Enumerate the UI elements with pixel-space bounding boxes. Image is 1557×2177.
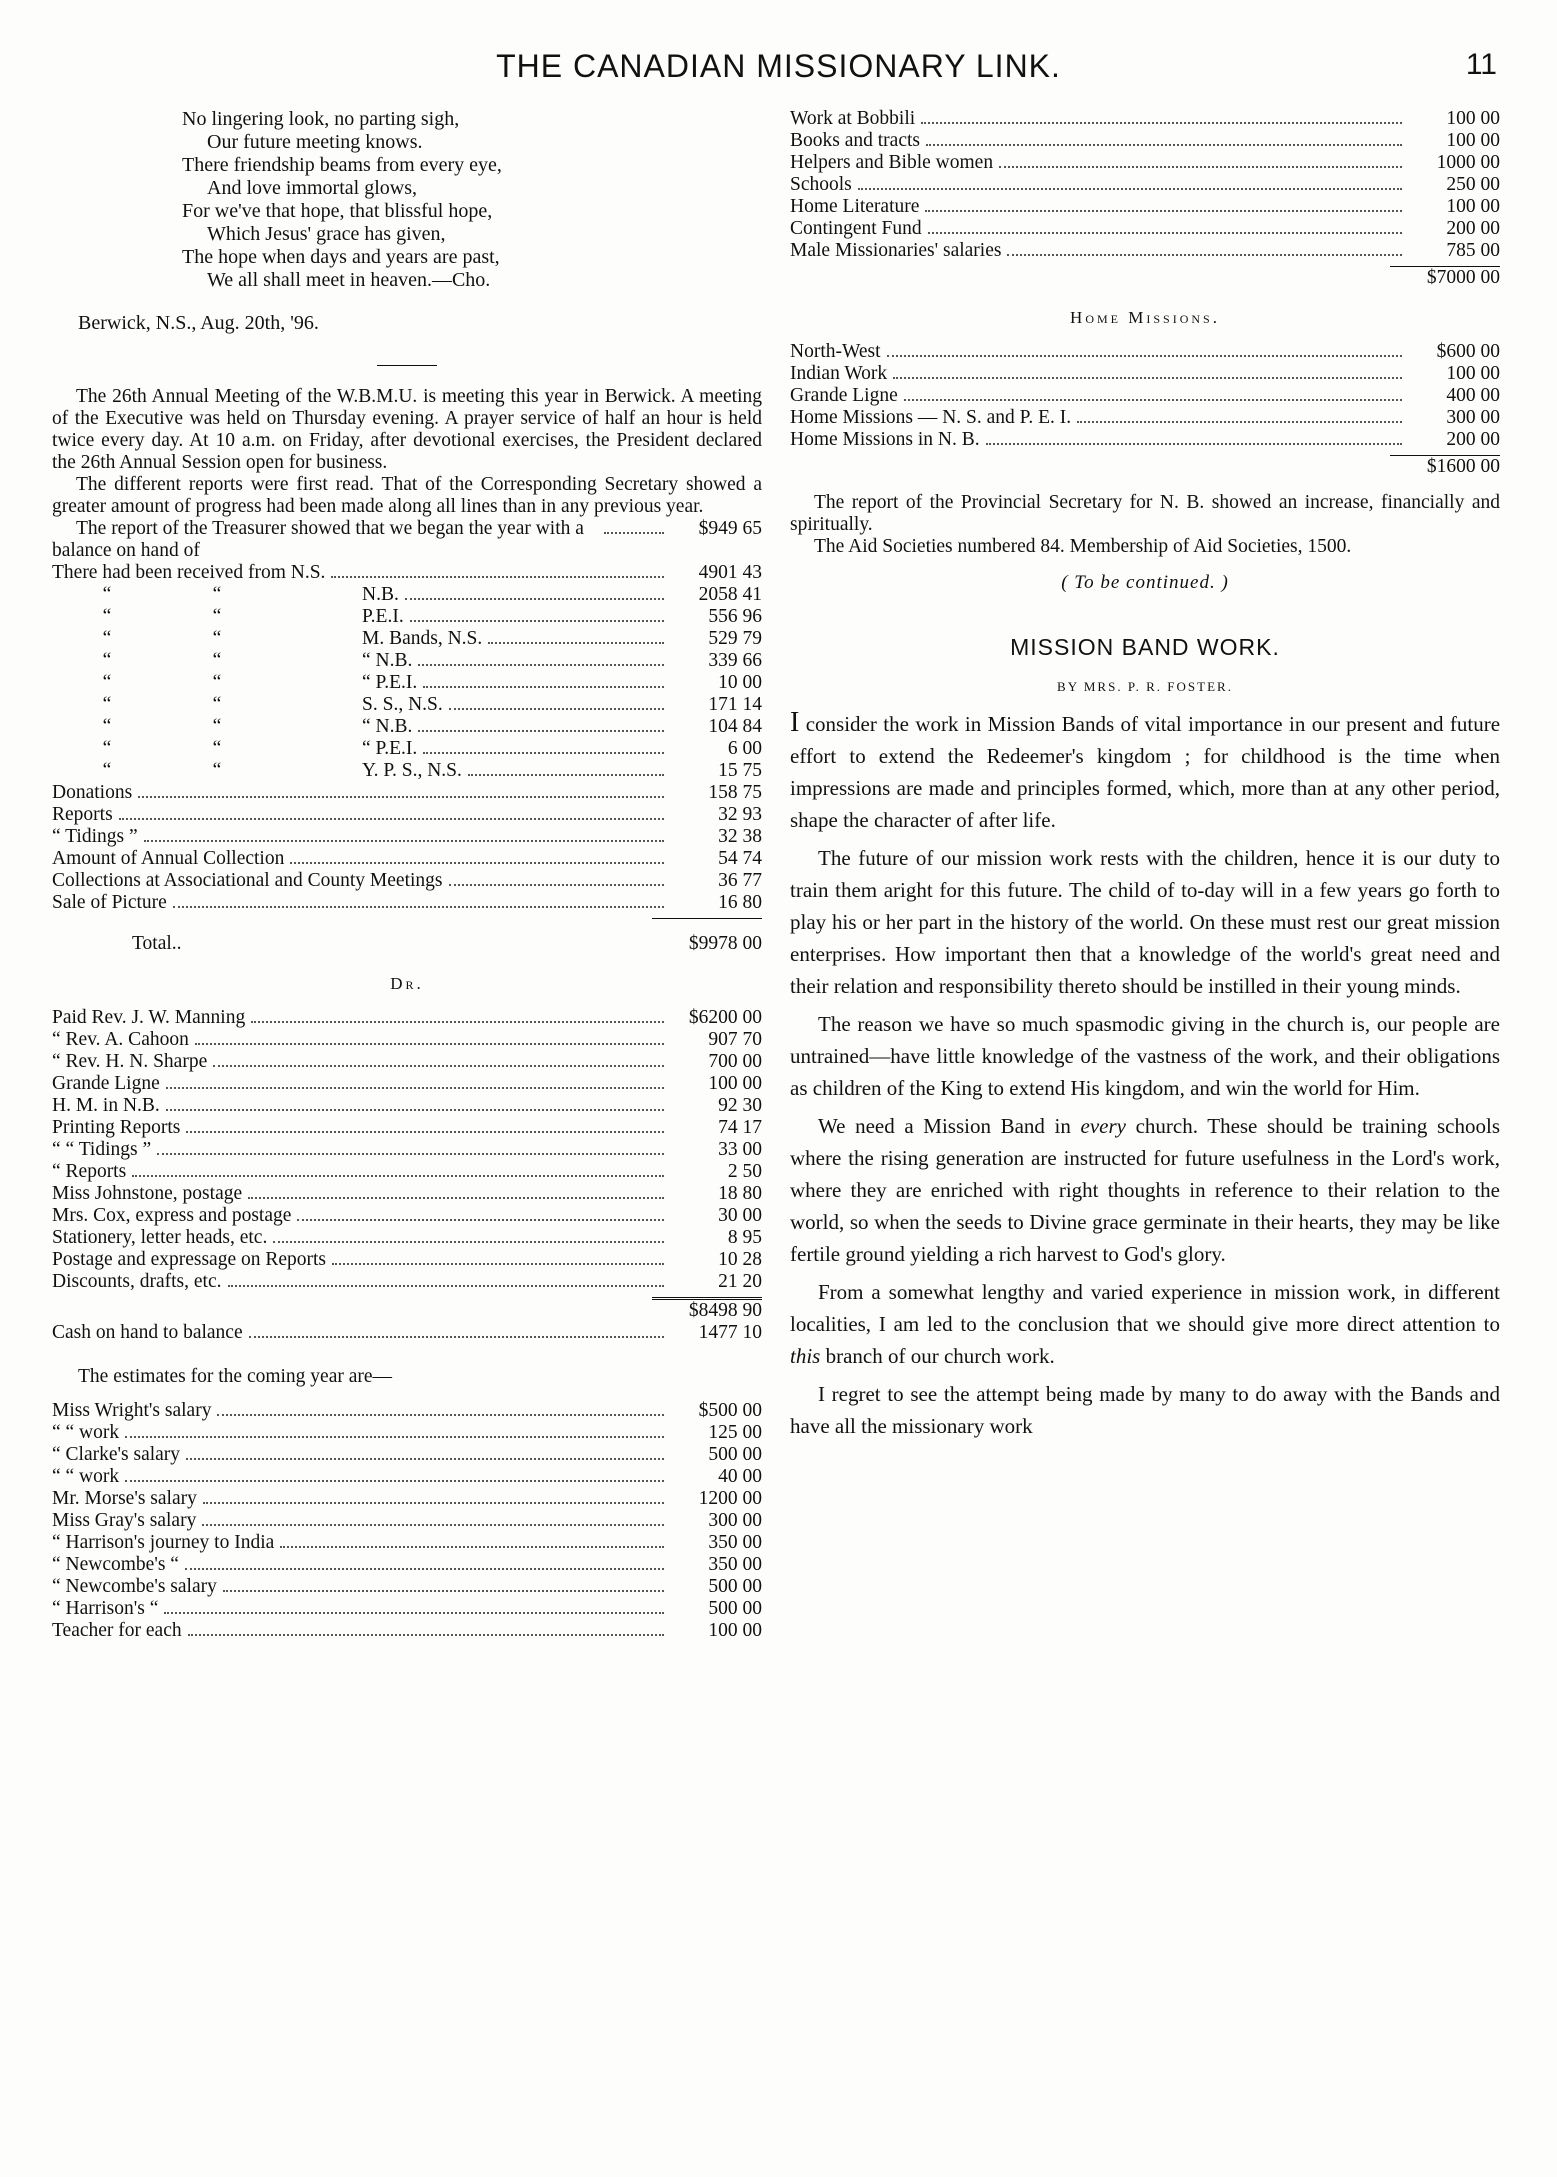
receipt-amount: 104 84 — [708, 716, 762, 737]
receipt-row — [52, 760, 762, 782]
estimate-row-amount: 500 00 — [708, 1598, 762, 1619]
home-mission-row-label: Home Missions — N. S. and P. E. I. — [790, 407, 1072, 428]
expenditure-total-row — [52, 1300, 762, 1322]
home-mission-row-label: Indian Work — [790, 363, 888, 384]
receipt-row — [52, 606, 762, 628]
estimate-row-label: Helpers and Bible women — [790, 152, 994, 173]
expenditure-row-label: H. M. in N.B. — [52, 1095, 160, 1116]
receipt-row — [52, 826, 762, 848]
estimate-row-amount: 300 00 — [708, 1510, 762, 1531]
ditto-mark: “ — [212, 650, 222, 671]
expenditure-row-label: Paid Rev. J. W. Manning — [52, 1007, 246, 1028]
poem — [182, 108, 762, 292]
aid-paragraph: The Aid Societies numbered 84. Membership of Aid Societies, 1500. — [814, 536, 1352, 557]
expenditure-row — [52, 1271, 762, 1293]
estimate-row — [52, 1620, 762, 1642]
estimate-row-label: Home Literature — [790, 196, 920, 217]
estimate-row-amount: 125 00 — [708, 1422, 762, 1443]
ditto-mark: “ — [102, 716, 112, 737]
ditto-mark: “ — [102, 628, 112, 649]
receipt-source: S. S., N.S. — [362, 694, 443, 715]
estimate-row — [52, 1598, 762, 1620]
expenditure-row — [52, 1073, 762, 1095]
estimates-continued-list — [790, 108, 1500, 262]
estimate-row-amount: 100 00 — [1446, 130, 1500, 151]
estimate-row-label: “ Clarke's salary — [52, 1444, 181, 1465]
estimate-row-label: “ Harrison's “ — [52, 1598, 159, 1619]
estimates-continued — [790, 108, 1500, 478]
total-amount: $9978 00 — [688, 933, 762, 954]
receipt-label — [52, 672, 417, 694]
receipt-source: “ N.B. — [362, 650, 413, 671]
estimate-row-amount: 100 00 — [708, 1620, 762, 1641]
ditto-mark: “ — [212, 738, 222, 759]
receipt-amount: 10 00 — [718, 672, 762, 693]
masthead — [0, 48, 1557, 98]
receipt-label — [52, 738, 417, 760]
home-mission-row-amount: $600 00 — [1436, 341, 1500, 362]
estimate-row — [790, 218, 1500, 240]
receipt-source: N.S. — [290, 562, 326, 583]
expenditure-row-label: Discounts, drafts, etc. — [52, 1271, 222, 1292]
page-number: 11 — [1465, 48, 1497, 81]
received-prefix: There had been received from — [52, 562, 286, 583]
article-paragraph — [790, 1276, 1500, 1372]
home-mission-row-label: Grande Ligne — [790, 385, 898, 406]
article-paragraph: The future of our mission work rests with the children, hence it is our duty to train them aright for this future. The child of to-day will in a few years go forth to play his or her part in the history of the world. On these must rest our great mission enterprises. How important then that a knowledge of the world's great need and their relation and responsibility thereto should be instilled in their young minds. — [790, 846, 1500, 998]
expenditure-total: $8498 90 — [688, 1300, 762, 1321]
estimate-row-label: “ “ work — [52, 1422, 120, 1443]
reports-paragraph: The different reports were first read. That of the Corresponding Secretary showed a greater amount of progress had been made along all lines than in any previous year. — [52, 474, 762, 517]
expenditure-row — [52, 1051, 762, 1073]
expenditure-row — [52, 1205, 762, 1227]
poem-line: And love immortal glows, — [207, 177, 417, 199]
ditto-mark: “ — [212, 716, 222, 737]
expenditure-row-amount: 21 20 — [718, 1271, 762, 1292]
expenditure-row-amount: 92 30 — [718, 1095, 762, 1116]
article-paragraph-text: branch of our church work. — [825, 1344, 1055, 1368]
expenditure-row — [52, 1183, 762, 1205]
ditto-mark: “ — [102, 606, 112, 627]
expenditure-row-amount: 33 00 — [718, 1139, 762, 1160]
article-paragraph — [790, 707, 1500, 836]
estimate-row — [52, 1488, 762, 1510]
receipt-row-amount: 16 80 — [718, 892, 762, 913]
estimate-row-label: Books and tracts — [790, 130, 920, 151]
sum-rule — [652, 918, 762, 919]
ditto-mark: “ — [212, 760, 222, 781]
estimate-row-amount: 500 00 — [708, 1444, 762, 1465]
receipt-source: “ N.B. — [362, 716, 413, 737]
receipt-row — [52, 716, 762, 738]
estimates-total-row — [790, 267, 1500, 289]
expenditure-row — [52, 1139, 762, 1161]
home-mission-row-amount: 100 00 — [1446, 363, 1500, 384]
ditto-mark: “ — [102, 738, 112, 759]
estimate-row-label: Work at Bobbili — [790, 108, 916, 129]
receipt-row-label: Amount of Annual Collection — [52, 848, 285, 869]
estimate-row — [52, 1400, 762, 1422]
expenditure-row-label: Mrs. Cox, express and postage — [52, 1205, 292, 1226]
ditto-mark: “ — [212, 628, 222, 649]
estimate-row — [52, 1422, 762, 1444]
cash-label: Cash on hand to balance — [52, 1322, 243, 1343]
receipt-row-amount: 32 38 — [718, 826, 762, 847]
receipt-row-amount: 158 75 — [708, 782, 762, 803]
expenditure-row-amount: 18 80 — [718, 1183, 762, 1204]
receipt-row — [52, 782, 762, 804]
estimate-row-amount: 350 00 — [708, 1532, 762, 1553]
emphasis: this — [790, 1344, 821, 1368]
ditto-mark: “ — [212, 584, 222, 605]
receipt-label — [52, 562, 325, 584]
receipt-row — [52, 694, 762, 716]
poem-line: Our future meeting knows. — [207, 131, 423, 153]
receipt-row — [52, 562, 762, 584]
home-mission-row-amount: 400 00 — [1446, 385, 1500, 406]
home-missions-total-row — [790, 456, 1500, 478]
estimate-row — [790, 240, 1500, 262]
estimate-row-label: Teacher for each — [52, 1620, 182, 1641]
expenditure-row — [52, 1249, 762, 1271]
other-receipts-list — [52, 782, 762, 914]
emphasis: every — [1080, 1114, 1126, 1138]
article-paragraph-text: We need a Mission Band in — [818, 1114, 1071, 1138]
poem-line: For we've that hope, that blissful hope, — [182, 200, 493, 222]
estimate-row-amount: $500 00 — [698, 1400, 762, 1421]
home-mission-row — [790, 429, 1500, 451]
poem-line: We all shall meet in heaven.—Cho. — [207, 269, 491, 291]
expenditure-row — [52, 1095, 762, 1117]
home-missions-list — [790, 341, 1500, 451]
estimate-row-label: “ Harrison's journey to India — [52, 1532, 275, 1553]
cash-row — [52, 1322, 762, 1344]
receipt-label — [52, 650, 412, 672]
estimate-row — [790, 130, 1500, 152]
receipts-list — [52, 562, 762, 782]
poem-line: The hope when days and years are past, — [182, 246, 500, 268]
estimates-list — [52, 1400, 762, 1642]
ditto-mark: “ — [102, 650, 112, 671]
estimate-row-amount: 100 00 — [1446, 108, 1500, 129]
receipt-row-amount: 32 93 — [718, 804, 762, 825]
receipt-amount: 6 00 — [727, 738, 762, 759]
dropcap: I — [790, 707, 800, 738]
home-mission-row — [790, 407, 1500, 429]
estimate-row-label: “ Newcombe's salary — [52, 1576, 217, 1597]
expenditure-row — [52, 1029, 762, 1051]
estimate-row-label: Mr. Morse's salary — [52, 1488, 197, 1509]
receipt-row-amount: 54 74 — [718, 848, 762, 869]
receipt-row-label: Reports — [52, 804, 113, 825]
ditto-mark: “ — [212, 694, 222, 715]
receipt-row-label: Donations — [52, 782, 133, 803]
receipt-row-label: Sale of Picture — [52, 892, 167, 913]
expenditure-row-label: “ Rev. A. Cahoon — [52, 1029, 189, 1050]
receipt-row — [52, 650, 762, 672]
home-mission-row — [790, 363, 1500, 385]
estimate-row-label: Contingent Fund — [790, 218, 922, 239]
estimate-row — [790, 196, 1500, 218]
expenditure-row — [52, 1227, 762, 1249]
receipt-row-label: “ Tidings ” — [52, 826, 138, 847]
page-title: THE CANADIAN MISSIONARY LINK. — [496, 48, 1061, 84]
expenditure-row-amount: 10 28 — [718, 1249, 762, 1270]
expenditure-row-label: “ “ Tidings ” — [52, 1139, 152, 1160]
receipt-row — [52, 870, 762, 892]
receipt-row — [52, 584, 762, 606]
home-mission-row — [790, 385, 1500, 407]
continued-note: ( To be continued. ) — [1061, 572, 1229, 593]
opening-balance-row — [52, 518, 762, 562]
expenditure-row — [52, 1161, 762, 1183]
receipt-source: N.B. — [362, 584, 399, 605]
opening-balance-label: The report of the Treasurer showed that we began the year with a balance on hand of — [52, 518, 584, 561]
receipt-amount: 15 75 — [718, 760, 762, 781]
article-title: MISSION BAND WORK. — [1010, 634, 1280, 660]
home-mission-row-amount: 200 00 — [1446, 429, 1500, 450]
receipt-amount: 529 79 — [708, 628, 762, 649]
article-paragraph — [790, 1110, 1500, 1270]
estimate-row-amount: 100 00 — [1446, 196, 1500, 217]
receipt-row-label: Collections at Associational and County Meetings — [52, 870, 443, 891]
expenditure-row-amount: 700 00 — [708, 1051, 762, 1072]
article-paragraph-text: From a somewhat lengthy and varied experience in mission work, in different localities, I am led to the conclusion that we should give more direct attention to — [790, 1280, 1500, 1336]
receipt-amount: 4901 43 — [698, 562, 762, 583]
receipt-label — [52, 716, 412, 738]
expenditure-row-amount: 30 00 — [718, 1205, 762, 1226]
article-paragraph: The reason we have so much spasmodic giving in the church is, our people are untrained—have little knowledge of the vastness of the work, and their obligations as children of the King to extend His kingdom, and win the world for Him. — [790, 1012, 1500, 1100]
expenditures-list — [52, 1007, 762, 1293]
expenditure-row-amount: 74 17 — [718, 1117, 762, 1138]
home-mission-row — [790, 341, 1500, 363]
estimate-row — [52, 1554, 762, 1576]
estimate-row-amount: 40 00 — [718, 1466, 762, 1487]
divider — [377, 365, 437, 366]
expenditure-row — [52, 1007, 762, 1029]
estimate-row-label: Miss Gray's salary — [52, 1510, 197, 1531]
dateline: Berwick, N.S., Aug. 20th, '96. — [78, 312, 319, 334]
receipt-source: “ P.E.I. — [362, 672, 418, 693]
meeting-paragraph: The 26th Annual Meeting of the W.B.M.U. is meeting this year in Berwick. A meeting of the Executive was held on Thursday evening. A prayer service of half an hour is held twice every day. At 10 a.m. on Friday, after devotional exercises, the President declared the 26th Annual Session open for business. — [52, 386, 762, 473]
receipt-row — [52, 848, 762, 870]
receipt-label — [52, 584, 399, 606]
total-label: Total.. — [132, 933, 182, 954]
expenditure-row-amount: $6200 00 — [688, 1007, 762, 1028]
cash-amount: 1477 10 — [698, 1322, 762, 1343]
receipt-row — [52, 738, 762, 760]
expenditure-row-amount: 907 70 — [708, 1029, 762, 1050]
article-paragraph: I regret to see the attempt being made by many to do away with the Bands and have all the missionary work — [790, 1382, 1500, 1438]
ditto-mark: “ — [212, 606, 222, 627]
right-column — [790, 108, 1500, 1448]
estimate-row — [790, 152, 1500, 174]
receipt-label — [52, 628, 482, 650]
estimate-row-amount: 500 00 — [708, 1576, 762, 1597]
expenditure-row-label: “ Rev. H. N. Sharpe — [52, 1051, 208, 1072]
expenditure-row-label: Printing Reports — [52, 1117, 181, 1138]
estimate-row — [52, 1532, 762, 1554]
expenditure-row-amount: 100 00 — [708, 1073, 762, 1094]
left-column — [52, 108, 762, 1642]
estimate-row-label: “ “ work — [52, 1466, 120, 1487]
article-paragraph-text: church. These should be training schools where the rising generation are instructed for future usefulness in the Lord's work, where they are enriched with right thoughts in reference to their relation to the world, so when the seeds to Divine grace germinate in their hearts, they may be like fertile ground yielding a rich harvest to God's glory. — [790, 1114, 1501, 1266]
receipt-amount: 2058 41 — [698, 584, 762, 605]
ditto-mark: “ — [102, 584, 112, 605]
receipt-row — [52, 892, 762, 914]
estimate-row-amount: 350 00 — [708, 1554, 762, 1575]
home-mission-row-amount: 300 00 — [1446, 407, 1500, 428]
poem-line: Which Jesus' grace has given, — [207, 223, 446, 245]
expenditure-row-label: Stationery, letter heads, etc. — [52, 1227, 268, 1248]
home-mission-row-label: North-West — [790, 341, 881, 362]
estimate-row-label: Miss Wright's salary — [52, 1400, 212, 1421]
article-paragraph-text: consider the work in Mission Bands of vital importance in our present and future effort to extend the Redeemer's kingdom ; for childhood is the time when impressions are made and principles formed, which, more than at any other period, shape the character of after life. — [790, 712, 1501, 832]
home-missions-total: $1600 00 — [1426, 456, 1500, 477]
receipt-row — [52, 672, 762, 694]
receipt-label — [52, 606, 404, 628]
receipt-row-amount: 36 77 — [718, 870, 762, 891]
expenditure-row — [52, 1117, 762, 1139]
receipt-row — [52, 628, 762, 650]
receipt-label — [52, 694, 443, 716]
estimate-row — [52, 1444, 762, 1466]
provincial-paragraph: The report of the Provincial Secretary for N. B. showed an increase, financially and spiritually. — [790, 492, 1500, 535]
receipt-label — [52, 760, 462, 782]
total-row — [52, 933, 762, 955]
ditto-mark: “ — [102, 760, 112, 781]
estimate-row-amount: 1200 00 — [698, 1488, 762, 1509]
expenditure-row-label: Grande Ligne — [52, 1073, 160, 1094]
receipt-amount: 171 14 — [708, 694, 762, 715]
estimate-row — [52, 1576, 762, 1598]
treasurer-ledger — [52, 518, 762, 1642]
home-missions-heading: Home Missions. — [1070, 308, 1220, 327]
estimates-intro: The estimates for the coming year are— — [78, 1366, 393, 1387]
expenditure-row-label: Miss Johnstone, postage — [52, 1183, 243, 1204]
receipt-amount: 556 96 — [708, 606, 762, 627]
poem-line: There friendship beams from every eye, — [182, 154, 502, 176]
estimate-row — [790, 174, 1500, 196]
ditto-mark: “ — [102, 672, 112, 693]
estimate-row-amount: 200 00 — [1446, 218, 1500, 239]
estimate-row-label: Schools — [790, 174, 852, 195]
receipt-source: P.E.I. — [362, 606, 404, 627]
receipt-row — [52, 804, 762, 826]
receipt-source: M. Bands, N.S. — [362, 628, 483, 649]
ditto-mark: “ — [102, 694, 112, 715]
estimate-row-amount: 1000 00 — [1436, 152, 1500, 173]
receipt-amount: 339 66 — [708, 650, 762, 671]
estimate-row-label: “ Newcombe's “ — [52, 1554, 179, 1575]
dr-heading: Dr. — [390, 974, 424, 993]
home-mission-row-label: Home Missions in N. B. — [790, 429, 980, 450]
receipt-source: “ P.E.I. — [362, 738, 418, 759]
expenditure-row-label: “ Reports — [52, 1161, 127, 1182]
estimate-row-amount: 250 00 — [1446, 174, 1500, 195]
expenditure-row-amount: 8 95 — [727, 1227, 762, 1248]
poem-line: No lingering look, no parting sigh, — [182, 108, 460, 130]
estimates-total: $7000 00 — [1426, 267, 1500, 288]
ditto-mark: “ — [212, 672, 222, 693]
receipt-source: Y. P. S., N.S. — [362, 760, 462, 781]
estimate-row — [52, 1466, 762, 1488]
estimate-row-amount: 785 00 — [1446, 240, 1500, 261]
article-byline: BY MRS. P. R. FOSTER. — [1057, 679, 1233, 694]
expenditure-row-label: Postage and expressage on Reports — [52, 1249, 327, 1270]
opening-balance-amount: $949 65 — [698, 518, 762, 539]
estimate-row — [52, 1510, 762, 1532]
estimate-row — [790, 108, 1500, 130]
expenditure-row-amount: 2 50 — [727, 1161, 762, 1182]
estimate-row-label: Male Missionaries' salaries — [790, 240, 1002, 261]
